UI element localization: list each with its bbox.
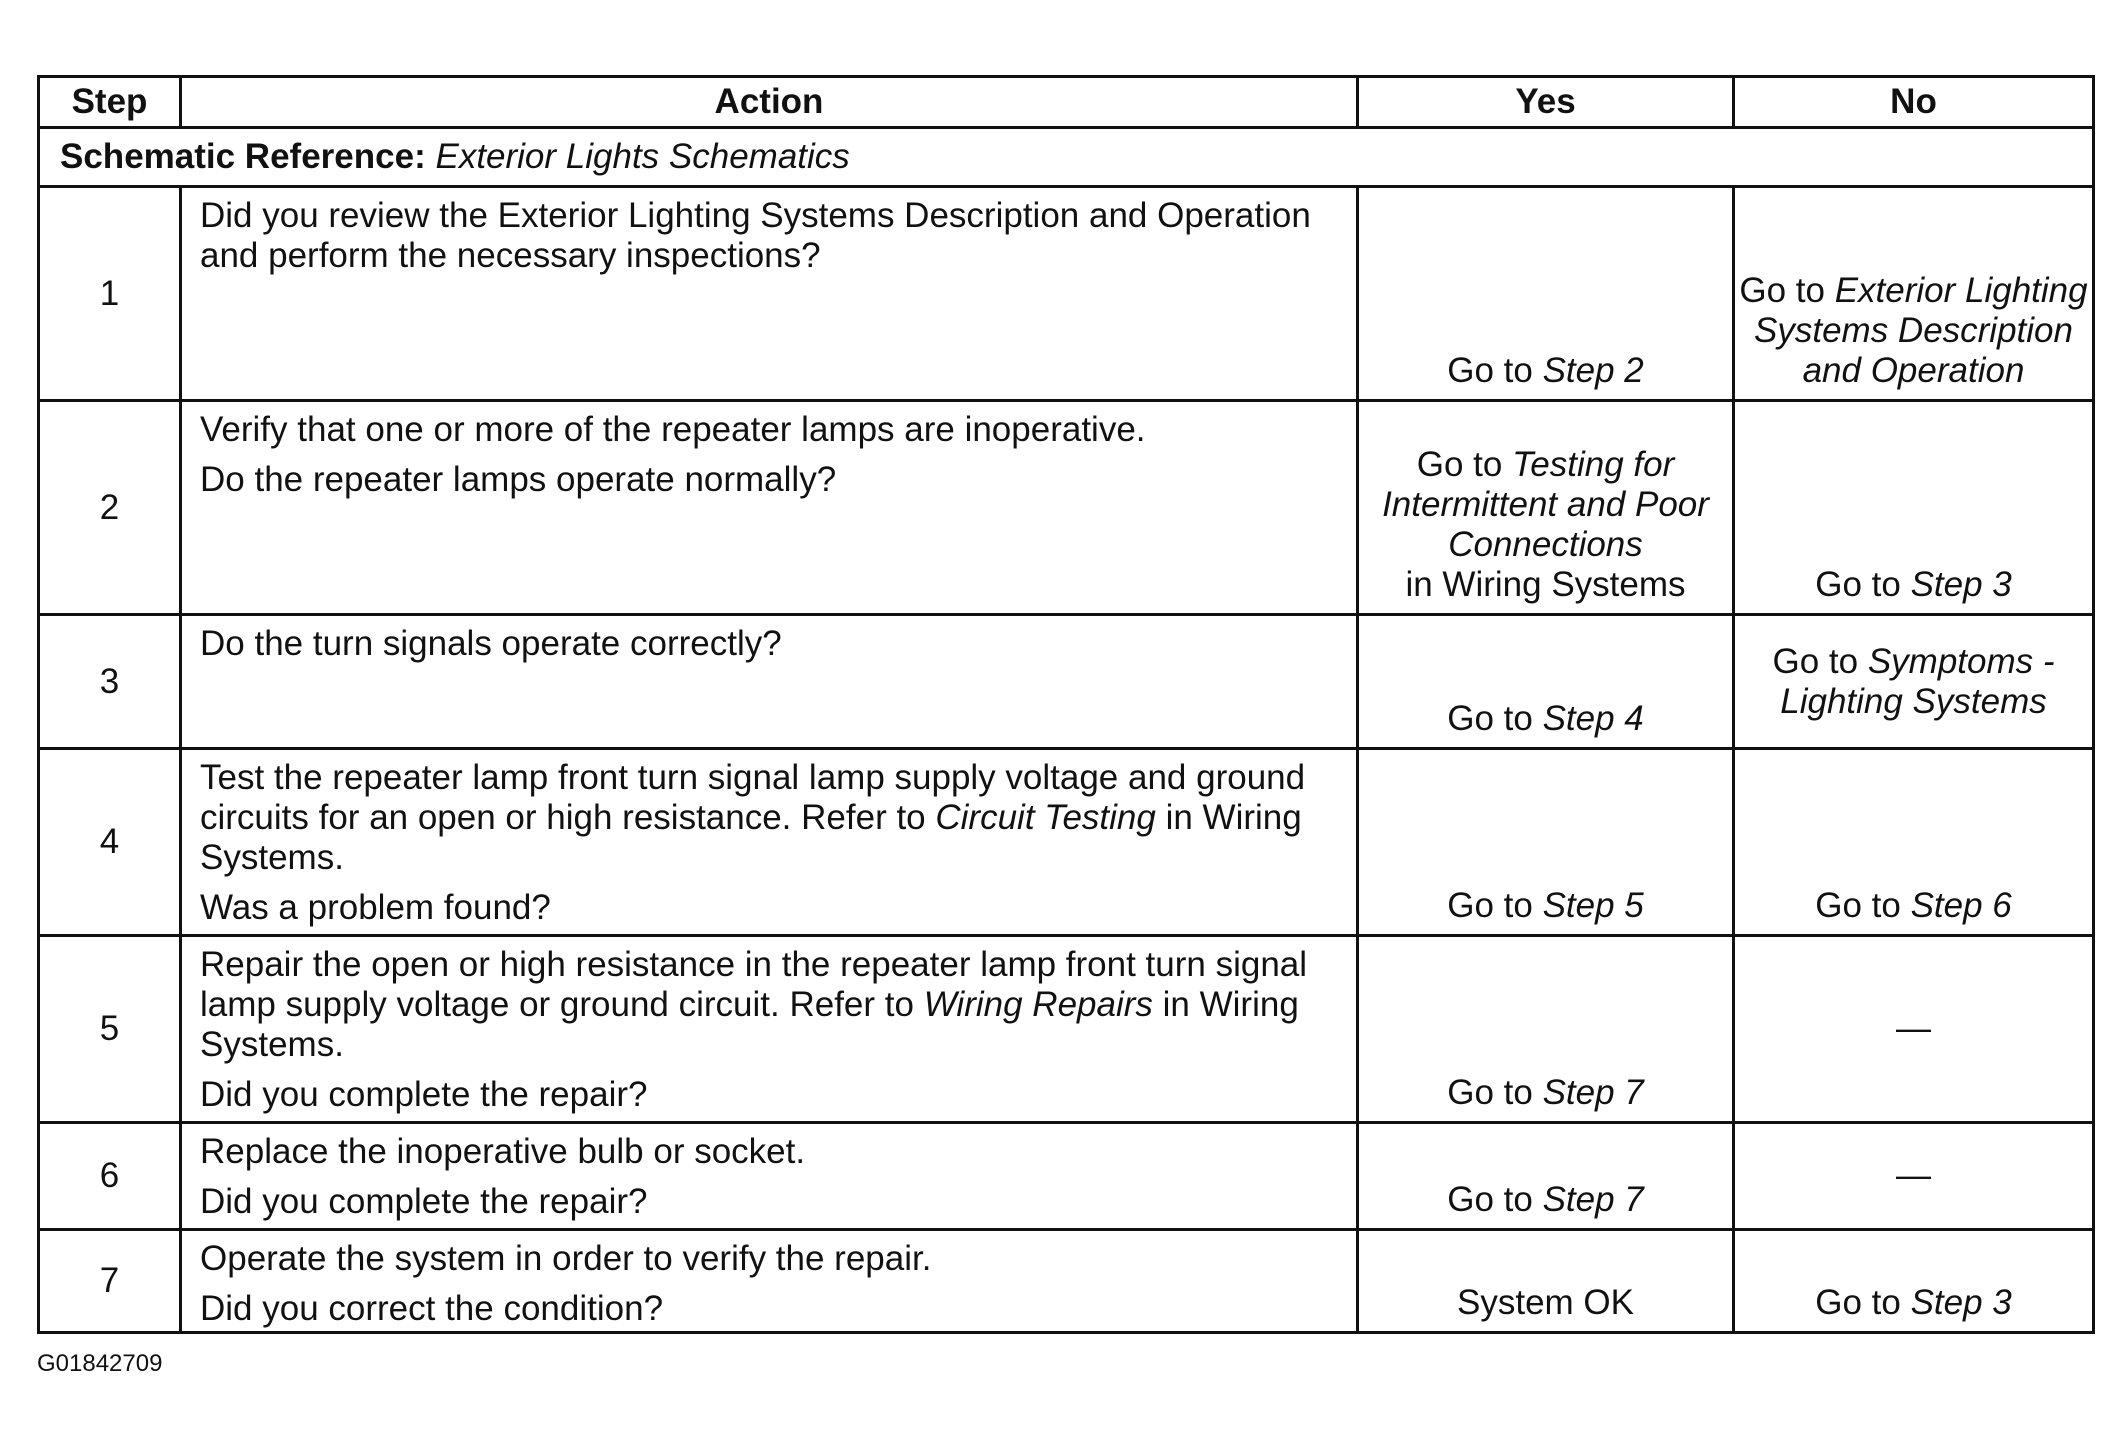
no-prefix: Go to (1739, 271, 1825, 310)
action-text-post: in Wiring Systems. (200, 985, 1299, 1064)
no-cell: — (1734, 936, 2094, 1123)
table-row (39, 749, 2094, 936)
no-cell (1734, 187, 2094, 401)
table-row (39, 1230, 2094, 1333)
action-text: Operate the system in order to verify the repair. (200, 1239, 932, 1278)
header-step: Step (39, 77, 181, 128)
no-link[interactable]: Step 3 (1910, 1283, 2012, 1322)
no-link[interactable]: Step 6 (1910, 886, 2012, 925)
table-row (39, 1123, 2094, 1230)
step-number: 1 (39, 187, 181, 401)
action-text: Did you review the Exterior Lighting Systems Description and Operation and perform the necessary inspections? (200, 196, 1311, 275)
action-text: Do the turn signals operate correctly? (200, 624, 782, 663)
yes-cell (1358, 615, 1734, 749)
action-text (200, 758, 1338, 878)
yes-link[interactable]: Step 7 (1542, 1180, 1644, 1219)
table-row (39, 187, 2094, 401)
diagnostic-table (37, 75, 2095, 1334)
step-number: 4 (39, 749, 181, 936)
no-link[interactable]: Symptoms - Lighting Systems (1780, 641, 2055, 721)
action-cell (181, 187, 1358, 401)
schematic-link[interactable]: Exterior Lights Schematics (435, 137, 850, 176)
yes-link[interactable]: Step 4 (1542, 699, 1644, 738)
step-number: 5 (39, 936, 181, 1123)
action-text-pre: Repair the open or high resistance in the repeater lamp front turn signal lamp supply voltage or ground circuit. Refer to (200, 945, 1308, 1024)
schematic-row (39, 128, 2094, 187)
header-yes: Yes (1358, 77, 1734, 128)
yes-cell (1358, 187, 1734, 401)
figure-id: G01842709 (37, 1350, 163, 1377)
no-cell (1734, 749, 2094, 936)
no-link[interactable]: Step 3 (1910, 565, 2012, 604)
action-cell (181, 749, 1358, 936)
yes-suffix: in Wiring Systems (1405, 565, 1686, 604)
action-question: Was a problem found? (200, 888, 551, 927)
action-link[interactable]: Wiring Repairs (923, 985, 1153, 1024)
no-cell (1734, 401, 2094, 615)
action-question: Did you complete the repair? (200, 1075, 648, 1114)
header-no: No (1734, 77, 2094, 128)
action-link[interactable]: Circuit Testing (935, 798, 1156, 837)
table-row (39, 615, 2094, 749)
no-cell (1734, 615, 2094, 749)
yes-prefix: Go to (1447, 699, 1533, 738)
yes-cell (1358, 749, 1734, 936)
yes-prefix: Go to (1416, 445, 1503, 484)
step-number: 7 (39, 1230, 181, 1333)
no-cell (1734, 1230, 2094, 1333)
yes-link[interactable]: Step 2 (1542, 351, 1644, 390)
yes-cell (1358, 1123, 1734, 1230)
yes-link[interactable]: Step 5 (1542, 886, 1644, 925)
action-text-pre: Test the repeater lamp front turn signal lamp supply voltage and ground circuits for an open or high resistance. Refer to (200, 758, 1306, 837)
no-prefix: Go to (1772, 641, 1859, 681)
yes-cell (1358, 936, 1734, 1123)
action-text: Verify that one or more of the repeater lamps are inoperative. (200, 410, 1146, 449)
no-prefix: Go to (1815, 1283, 1901, 1322)
action-question: Do the repeater lamps operate normally? (200, 460, 837, 499)
yes-prefix: Go to (1447, 1180, 1533, 1219)
action-cell (181, 401, 1358, 615)
action-cell (181, 615, 1358, 749)
yes-cell: System OK (1358, 1230, 1734, 1333)
action-cell (181, 936, 1358, 1123)
action-question: Did you complete the repair? (200, 1182, 648, 1221)
table-row (39, 936, 2094, 1123)
action-cell (181, 1230, 1358, 1333)
yes-link[interactable]: Testing for Intermittent and Poor Connections (1382, 445, 1709, 564)
action-question: Did you correct the condition? (200, 1289, 664, 1328)
action-text (200, 945, 1338, 1065)
step-number: 6 (39, 1123, 181, 1230)
yes-link[interactable]: Step 7 (1542, 1073, 1644, 1112)
no-prefix: Go to (1815, 565, 1901, 604)
no-prefix: Go to (1815, 886, 1901, 925)
no-cell: — (1734, 1123, 2094, 1230)
yes-prefix: Go to (1447, 886, 1533, 925)
yes-prefix: Go to (1447, 351, 1533, 390)
schematic-label: Schematic Reference: (60, 137, 426, 176)
action-cell (181, 1123, 1358, 1230)
action-text: Replace the inoperative bulb or socket. (200, 1132, 806, 1171)
action-text-post: in Wiring Systems. (200, 798, 1302, 877)
yes-prefix: Go to (1447, 1073, 1533, 1112)
no-link[interactable]: Exterior Lighting Systems Description and Operation (1754, 271, 2088, 390)
yes-cell (1358, 401, 1734, 615)
step-number: 2 (39, 401, 181, 615)
header-action: Action (181, 77, 1358, 128)
header-row (39, 77, 2094, 128)
schematic-reference (39, 128, 2094, 187)
table-row (39, 401, 2094, 615)
step-number: 3 (39, 615, 181, 749)
